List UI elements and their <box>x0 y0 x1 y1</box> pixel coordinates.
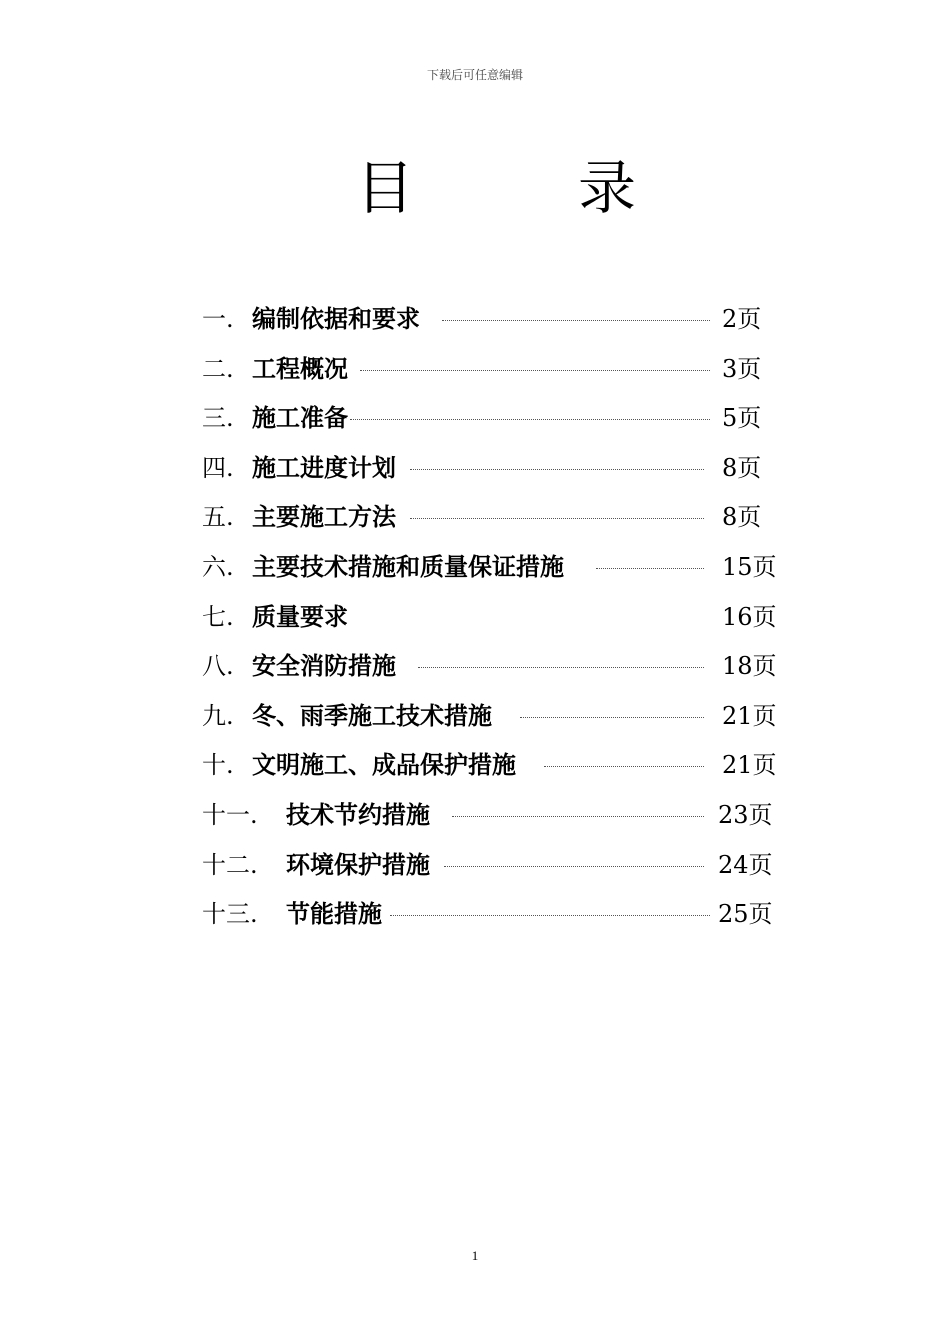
toc-entry-label: 编制依据和要求 <box>252 304 420 333</box>
toc-entry-label: 主要施工方法 <box>252 502 396 532</box>
toc-entry-page: 24页 <box>718 850 773 879</box>
toc-entry-page: 25页 <box>718 900 773 929</box>
toc-entry <box>0 445 950 485</box>
toc-entry <box>0 594 950 634</box>
toc-entry-label: 质量要求 <box>252 601 348 631</box>
toc-leader-dots <box>596 568 704 569</box>
toc-leader-dots <box>350 419 710 420</box>
title-char-left: 目 <box>356 154 415 222</box>
toc-entry-label: 工程概况 <box>252 353 348 383</box>
toc-leader-dots <box>544 766 704 767</box>
toc-entry-page: 18页 <box>722 652 777 681</box>
toc-entry-label: 施工准备 <box>252 403 348 433</box>
toc-entry-page: 21页 <box>722 751 777 780</box>
toc-entry-page: 23页 <box>718 801 773 829</box>
toc-entry <box>0 792 950 832</box>
toc-entry-page: 8页 <box>722 453 762 482</box>
toc-leader-dots <box>418 667 704 668</box>
toc-entry <box>0 842 950 882</box>
toc-entry-number: 十. <box>202 751 234 780</box>
toc-entry-page: 5页 <box>722 404 762 433</box>
toc-entry-label: 文明施工、成品保护措施 <box>252 750 516 780</box>
toc-leader-dots <box>442 320 710 321</box>
toc-entry <box>0 395 950 435</box>
toc-leader-dots <box>444 866 704 867</box>
toc-leader-dots <box>390 915 710 916</box>
toc-entry-page: 16页 <box>722 602 777 631</box>
toc-entry-number: 九. <box>202 701 234 730</box>
toc-entry-page: 21页 <box>722 701 777 730</box>
toc-entry-page: 2页 <box>722 305 762 333</box>
toc-entry <box>0 544 950 584</box>
toc-leader-dots <box>410 518 704 519</box>
toc-entry-number: 七. <box>202 602 234 631</box>
toc-entry-number: 十二. <box>202 850 258 879</box>
toc-entry-label: 节能措施 <box>286 899 382 929</box>
toc-entry-label: 安全消防措施 <box>252 651 396 681</box>
toc-entry-number: 三. <box>202 404 234 433</box>
toc-entry <box>0 891 950 931</box>
toc-entry <box>0 296 950 336</box>
toc-entry-number: 二. <box>202 354 234 383</box>
toc-entry-label: 施工进度计划 <box>252 452 396 482</box>
toc-entry <box>0 742 950 782</box>
toc-entry-number: 五. <box>202 503 234 532</box>
toc-leader-dots <box>452 816 704 817</box>
toc-entry-number: 八. <box>202 652 234 681</box>
toc-entry-number: 一. <box>202 305 234 333</box>
toc-leader-dots <box>410 469 704 470</box>
page-number: 1 <box>471 1248 479 1263</box>
toc-entry-label: 技术节约措施 <box>286 800 430 829</box>
toc-entry <box>0 494 950 534</box>
toc-entry-page: 8页 <box>722 503 762 532</box>
toc-entry-label: 环境保护措施 <box>286 849 430 879</box>
toc-entry-number: 四. <box>202 453 234 482</box>
toc-entry <box>0 643 950 683</box>
page-header: 下载后可任意编辑 <box>426 68 523 82</box>
toc-entry-page: 3页 <box>722 354 762 383</box>
toc-entry-label: 主要技术措施和质量保证措施 <box>252 552 564 581</box>
toc-entry-number: 六. <box>202 553 234 581</box>
toc-leader-dots <box>520 717 704 718</box>
toc-entry <box>0 346 950 386</box>
toc-leader-dots <box>360 370 710 371</box>
toc-entry <box>0 693 950 733</box>
title-char-right: 录 <box>578 154 637 222</box>
toc-entry-number: 十三. <box>202 900 258 929</box>
toc-entry-page: 15页 <box>722 553 777 581</box>
toc-entry-label: 冬、雨季施工技术措施 <box>252 700 492 730</box>
document-title <box>0 148 950 228</box>
toc-entry-number: 十一. <box>202 801 258 829</box>
